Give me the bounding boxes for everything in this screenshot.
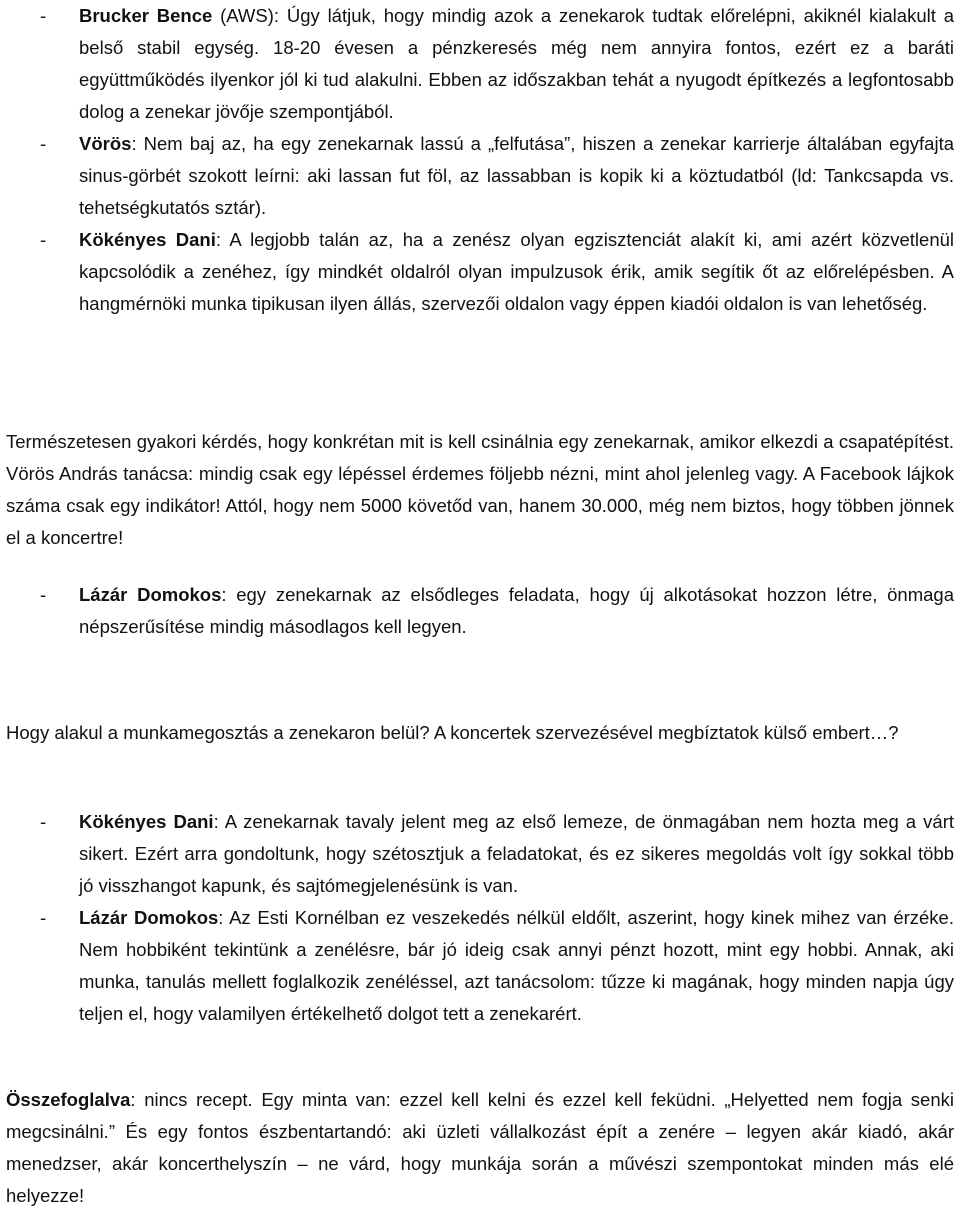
statement-list-2 [6, 579, 954, 643]
question-paragraph: Hogy alakul a munkamegosztás a zenekaron belül? A koncertek szervezésével megbíztatok külső embert…? [6, 722, 899, 743]
list-item [6, 0, 954, 128]
statement-text: : Az Esti Kornélban ez veszekedés nélkül eldőlt, aszerint, hogy kinek mihez van érzéke. Nem hobbiként tekintünk a zenélésre, bár jó ideig csak annyi pénzt hozott, mint egy hobbi. Annak, aki munka, tanulás mellett foglalkozik zenéléssel, azt tanácsolom: tűzze ki magának, hogy minden napja úgy teljen el, hogy valamilyen értékelhető dolgot tett a zenekarért. [79, 907, 954, 1024]
bullet-dash: - [40, 5, 47, 26]
speaker-name: Brucker Bence [79, 5, 213, 26]
summary-text: : nincs recept. Egy minta van: ezzel kell kelni és ezzel kell feküdni. „Helyetted nem fogja senki megcsinálni.” És egy fontos észbentartandó: aki üzleti vállalkozást épít a zenére – legyen akár kiadó, akár menedzser, akár koncerthelyszín – ne várd, hogy munkája során a művészi szempontokat minden más elé helyezze! [6, 1089, 954, 1206]
bullet-dash: - [40, 584, 47, 605]
statement-text: : egy zenekarnak az elsődleges feladata, hogy új alkotásokat hozzon létre, önmaga népszerűsítése mindig másodlagos kell legyen. [79, 584, 954, 637]
bullet-dash: - [40, 811, 47, 832]
statement-text: : A legjobb talán az, ha a zenész olyan egzisztenciát alakít ki, ami azért közvetlenül kapcsolódik a zenéhez, így mindkét oldalról olyan impulzusok érik, amik segítik őt az előrelépésben. A hangmérnöki munka tipikusan ilyen állás, szervezői oldalon vagy éppen kiadói oldalon is van lehetőség. [79, 229, 955, 314]
bullet-dash: - [40, 907, 47, 928]
summary-label: Összefoglalva [6, 1089, 131, 1110]
statement-list-1 [6, 0, 954, 320]
speaker-name: Lázár Domokos [79, 584, 222, 605]
statement-text: : A zenekarnak tavaly jelent meg az első lemeze, de önmagában nem hozta meg a várt sikert. Ezért arra gondoltunk, hogy szétosztjuk a feladatokat, és ez sikeres megoldás volt így sokkal több jó visszhangot kapunk, és sajtómegjelenésünk is van. [79, 811, 954, 896]
bullet-dash: - [40, 133, 47, 154]
speaker-name: Kökényes Dani [79, 811, 214, 832]
speaker-name: Lázár Domokos [79, 907, 219, 928]
statement-text: (AWS): Úgy látjuk, hogy mindig azok a zenekarok tudtak előrelépni, akiknél kialakult a belső stabil egység. 18-20 évesen a pénzkeresés még nem annyira fontos, ezért ez a baráti együttműködés ilyenkor jól ki tud alakulni. Ebben az időszakban tehát a nyugodt építkezés a legfontosabb dolog a zenekar jövője szempontjából. [79, 5, 954, 122]
speaker-name: Kökényes Dani [79, 229, 216, 250]
summary-paragraph [6, 1084, 954, 1212]
statement-text: : Nem baj az, ha egy zenekarnak lassú a „felfutása”, hiszen a zenekar karrierje általában egyfajta sinus-görbét szokott leírni: aki lassan fut föl, az lassabban is kopik ki a köztudatból (ld: Tankcsapda vs. tehetségkutatós sztár). [79, 133, 954, 218]
statement-list-3 [6, 806, 954, 1030]
list-item [6, 128, 954, 224]
list-item [6, 806, 954, 902]
speaker-name: Vörös [79, 133, 132, 154]
list-item [6, 902, 954, 1030]
body-paragraph: Természetesen gyakori kérdés, hogy konkrétan mit is kell csinálnia egy zenekarnak, amikor elkezdi a csapatépítést. Vörös András tanácsa: mindig csak egy lépéssel érdemes följebb nézni, mint ahol jelenleg vagy. A Facebook lájkok száma csak egy indikátor! Attól, hogy nem 5000 követőd van, hanem 30.000, még nem biztos, hogy többen jönnek el a koncertre! [6, 431, 954, 548]
list-item [6, 224, 954, 320]
bullet-dash: - [40, 229, 47, 250]
list-item [6, 579, 954, 643]
